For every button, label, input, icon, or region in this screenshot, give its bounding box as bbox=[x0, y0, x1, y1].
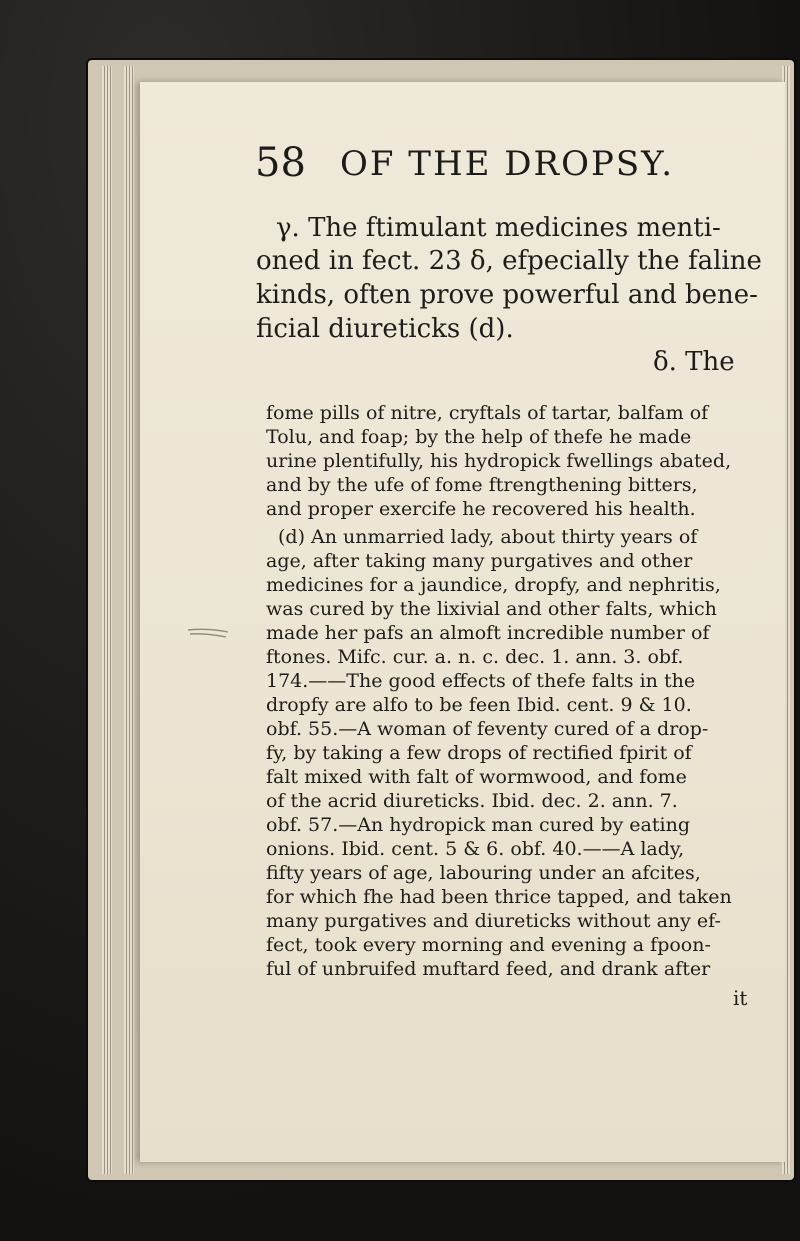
page-edges-left bbox=[102, 66, 112, 1174]
footnote-line: fy, by taking a few drops of rectified fpirit of bbox=[266, 742, 692, 764]
footnote-line: ftones. Mifc. cur. a. n. c. dec. 1. ann. 3. obf. bbox=[266, 646, 684, 668]
footnote-line: falt mixed with falt of wormwood, and fome bbox=[266, 766, 687, 788]
footnote-line: and proper exercife he recovered his health. bbox=[266, 498, 696, 520]
footnote-line: medicines for a jaundice, dropfy, and nephritis, bbox=[266, 574, 721, 596]
main-line: δ. The bbox=[653, 347, 735, 377]
footnote-line: and by the ufe of fome ftrengthening bitters, bbox=[266, 474, 698, 496]
main-line: oned in fect. 23 δ, efpecially the faline bbox=[256, 246, 762, 276]
footnote-line: age, after taking many purgatives and other bbox=[266, 550, 693, 572]
main-line: ficial diureticks (d). bbox=[256, 314, 514, 344]
main-line: kinds, often prove powerful and bene- bbox=[256, 280, 758, 310]
main-line: γ. The ftimulant medicines menti- bbox=[276, 213, 721, 243]
footnote-line: many purgatives and diureticks without any ef- bbox=[266, 910, 721, 932]
footnote-line: urine plentifully, his hydropick fwellings abated, bbox=[266, 450, 732, 472]
footnote-line: onions. Ibid. cent. 5 & 6. obf. 40.——A lady, bbox=[266, 838, 685, 860]
page-title: OF THE DROPSY. bbox=[340, 144, 674, 184]
page-number: 58 bbox=[255, 140, 306, 186]
footnote-line: obf. 55.—A woman of feventy cured of a drop- bbox=[266, 718, 709, 740]
footnote-line: Tolu, and foap; by the help of thefe he made bbox=[266, 426, 692, 448]
footnote-line: made her pafs an almoft incredible number of bbox=[266, 622, 710, 644]
footnote-line: fect, took every morning and evening a fpoon- bbox=[266, 934, 711, 956]
footnote-line: fome pills of nitre, cryftals of tartar, balfam of bbox=[266, 402, 709, 424]
footnote-line: (d) An unmarried lady, about thirty years of bbox=[278, 526, 698, 548]
footnote-line: obf. 57.—An hydropick man cured by eating bbox=[266, 814, 690, 836]
footnote-line: was cured by the lixivial and other falts, which bbox=[266, 598, 717, 620]
footnote-line: for which fhe had been thrice tapped, and taken bbox=[266, 886, 732, 908]
footnote-line: dropfy are alfo to be feen Ibid. cent. 9 & 10. bbox=[266, 694, 692, 716]
running-head bbox=[255, 138, 685, 188]
catchword: it bbox=[733, 986, 748, 1010]
page-edges-inner bbox=[124, 66, 134, 1174]
pencil-mark-icon bbox=[186, 626, 230, 638]
footnote-line: 174.——The good effects of thefe falts in the bbox=[266, 670, 696, 692]
footnote-line: ful of unbruifed muftard feed, and drank after bbox=[266, 958, 711, 980]
footnote-line: fifty years of age, labouring under an afcites, bbox=[266, 862, 701, 884]
footnote-line: of the acrid diureticks. Ibid. dec. 2. ann. 7. bbox=[266, 790, 678, 812]
